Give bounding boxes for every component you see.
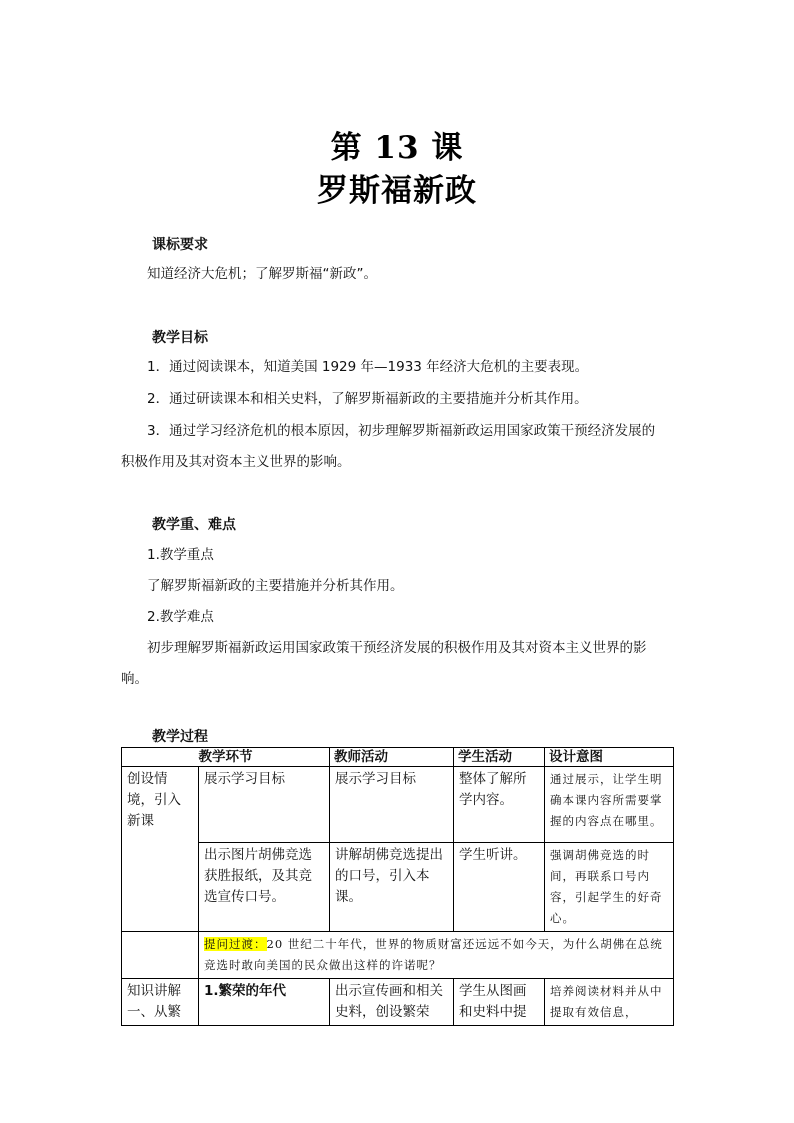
column-header: 设计意图 — [545, 748, 674, 767]
process-heading: 教学过程 — [152, 729, 208, 745]
focus-text: 了解罗斯福新政的主要措施并分析其作用。 — [147, 578, 404, 594]
teaching-process-table — [121, 747, 674, 1026]
column-header: 教师活动 — [330, 748, 454, 767]
student-activity-cell: 整体了解所学内容。 — [454, 767, 545, 843]
table-row — [122, 843, 674, 932]
table-row — [122, 979, 674, 1026]
transition-text: 20 世纪二十年代，世界的物质财富还远远不如今天，为什么胡佛在总统竞选时敢向美国的民众做出这样的许诺呢？ — [204, 937, 663, 972]
empty-stage-cell — [122, 932, 199, 979]
standards-text: 知道经济大危机；了解罗斯福“新政”。 — [147, 266, 377, 282]
difficulty-text-line2: 响。 — [121, 671, 148, 687]
objective-item-1: 1．通过阅读课本，知道美国 1929 年—1933 年经济大危机的主要表现。 — [147, 359, 589, 375]
lesson-title: 罗斯福新政 — [317, 173, 477, 209]
table-row — [122, 767, 674, 843]
difficulty-text-line1: 初步理解罗斯福新政运用国家政策干预经济发展的积极作用及其对资本主义世界的影 — [147, 640, 647, 656]
step-cell: 展示学习目标 — [199, 767, 330, 843]
step-cell: 1.繁荣的年代 — [199, 979, 330, 1026]
objectives-heading: 教学目标 — [152, 330, 208, 346]
student-activity-cell: 学生听讲。 — [454, 843, 545, 932]
objective-item-3-continued: 积极作用及其对资本主义世界的影响。 — [121, 454, 351, 470]
difficulty-label: 2.教学难点 — [147, 609, 214, 625]
objective-item-2: 2．通过研读课本和相关史料，了解罗斯福新政的主要措施并分析其作用。 — [147, 391, 588, 407]
stage-cell: 知识讲解一、从繁 — [122, 979, 199, 1026]
column-header: 教学环节 — [122, 748, 330, 767]
student-activity-cell: 学生从图画和史料中提 — [454, 979, 545, 1026]
column-header: 学生活动 — [454, 748, 545, 767]
key-points-heading: 教学重、难点 — [152, 517, 236, 533]
design-intent-cell: 强调胡佛竞选的时间，再联系口号内容，引起学生的好奇心。 — [545, 843, 674, 932]
focus-label: 1.教学重点 — [147, 547, 214, 563]
table-row — [122, 932, 674, 979]
step-cell: 出示图片胡佛竞选获胜报纸，及其竞选宣传口号。 — [199, 843, 330, 932]
stage-cell: 创设情境，引入新课 — [122, 767, 199, 932]
table-header-row — [122, 748, 674, 767]
standards-heading: 课标要求 — [152, 237, 208, 253]
teacher-activity-cell: 出示宣传画和相关史料，创设繁荣 — [330, 979, 454, 1026]
lesson-number-title: 第 13 课 — [330, 130, 464, 166]
transition-question-cell — [199, 932, 674, 979]
transition-label: 提问过渡： — [204, 937, 267, 951]
teacher-activity-cell: 展示学习目标 — [330, 767, 454, 843]
design-intent-cell: 培养阅读材料并从中提取有效信息， — [545, 979, 674, 1026]
teacher-activity-cell: 讲解胡佛竞选提出的口号，引入本课。 — [330, 843, 454, 932]
design-intent-cell: 通过展示，让学生明确本课内容所需要掌握的内容点在哪里。 — [545, 767, 674, 843]
objective-item-3: 3．通过学习经济危机的根本原因，初步理解罗斯福新政运用国家政策干预经济发展的 — [147, 423, 656, 439]
